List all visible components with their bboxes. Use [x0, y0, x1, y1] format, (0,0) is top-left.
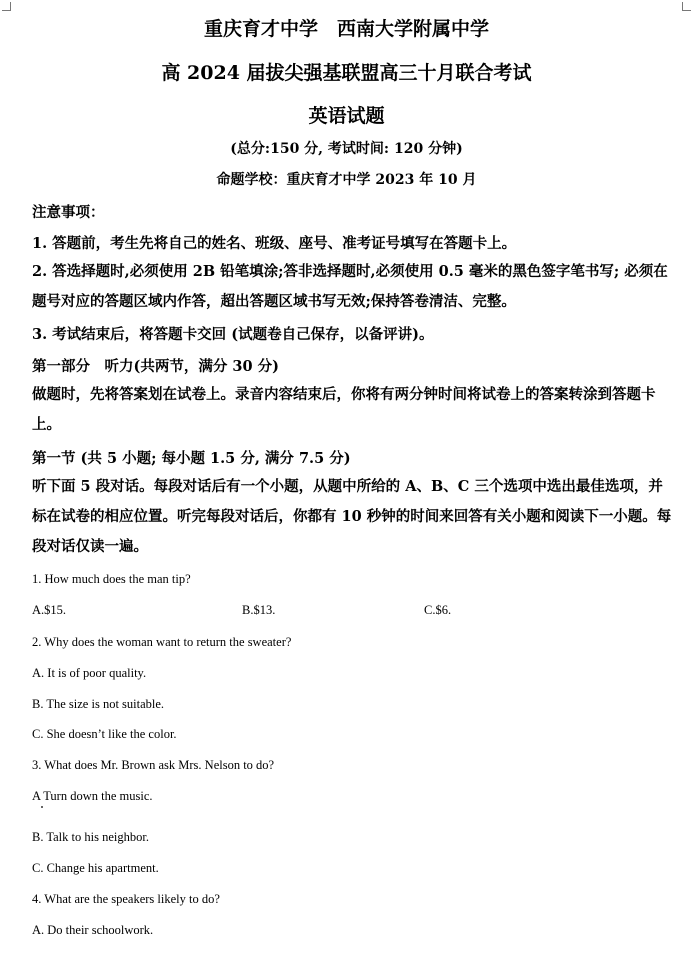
part1-instruction: 做题时，先将答案划在试卷上。录音内容结束后，你将有两分钟时间将试卷上的答案转涂到答题卡上。: [32, 386, 656, 433]
question-4-stem: 4. What are the speakers likely to do?: [32, 892, 220, 906]
question-2-stem: 2. Why does the woman want to return the sweater?: [32, 635, 292, 649]
question-3-stem: 3. What does Mr. Brown ask Mrs. Nelson to do?: [32, 758, 275, 772]
subject-title: 英语试题: [308, 105, 385, 127]
crop-mark-top-left: [2, 2, 11, 11]
question-1-stem: 1. How much does the man tip?: [32, 572, 191, 586]
stray-dot-mark: [41, 806, 43, 808]
question-4-option-a: A. Do their schoolwork.: [32, 923, 154, 937]
question-2-option-c: C. She doesn’t like the color.: [32, 727, 177, 741]
setter-info: 命题学校：重庆育才中学 2023 年 10 月: [216, 172, 477, 188]
school-names: 重庆育才中学 西南大学附属中学: [203, 18, 489, 40]
section1-heading: 第一节 (共 5 小题; 每小题 1.5 分, 满分 7.5 分): [32, 450, 351, 467]
question-1-option-b: B.$13.: [242, 603, 276, 617]
note-item-3: 3. 考试结束后，将答题卡交回 (试题卷自己保存，以备评讲)。: [32, 326, 434, 343]
question-2-option-a: A. It is of poor quality.: [32, 666, 147, 680]
part1-heading: 第一部分 听力(共两节，满分 30 分): [32, 358, 279, 375]
section1-instruction: 听下面 5 段对话。每段对话后有一个小题，从题中所给的 A、B、C 三个选项中选出最佳选项，并标在试卷的相应位置。听完每段对话后，你都有 10 秒钟的时间来回答有关小题和阅读下一小题。每段对话仅读一遍。: [32, 478, 672, 555]
note-item-1: 1. 答题前，考生先将自己的姓名、班级、座号、准考证号填写在答题卡上。: [32, 235, 517, 252]
notes-heading: 注意事项：: [32, 204, 105, 221]
exam-title: 高 2024 届拔尖强基联盟高三十月联合考试: [161, 62, 532, 84]
question-2-option-b: B. The size is not suitable.: [32, 697, 165, 711]
question-3-option-c: C. Change his apartment.: [32, 861, 159, 875]
question-1-option-a: A.$15.: [32, 603, 67, 617]
score-time-info: (总分:150 分, 考试时间: 120 分钟): [230, 141, 463, 157]
question-1-option-c: C.$6.: [424, 603, 452, 617]
note-item-2: 2. 答选择题时,必须使用 2B 铅笔填涂;答非选择题时,必须使用 0.5 毫米的黑色签字笔书写; 必须在题号对应的答题区域内作答，超出答题区域书写无效;保持答卷清洁、完整。: [32, 263, 668, 310]
question-3-option-b: B. Talk to his neighbor.: [32, 830, 149, 844]
crop-mark-top-right: [682, 2, 691, 11]
question-3-option-a: A Turn down the music.: [32, 789, 153, 803]
